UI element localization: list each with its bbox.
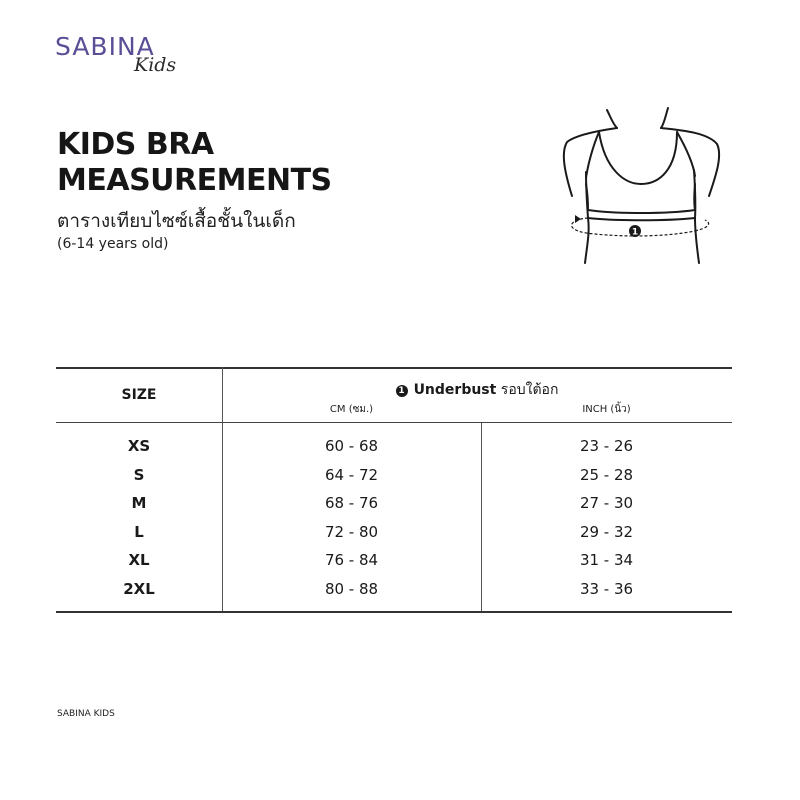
footer-brand: SABINA KIDS: [57, 709, 115, 719]
title-line-2: MEASUREMENTS: [57, 163, 332, 198]
table-row-inch: 25 - 28: [579, 466, 634, 484]
subtitle-thai: ตารางเทียบไซซ์เสื้อชั้นในเด็ก: [57, 210, 296, 232]
table-row-cm: 60 - 68: [324, 437, 379, 455]
table-row-inch: 29 - 32: [579, 523, 634, 541]
table-row-size: L: [134, 523, 144, 541]
brand-logo: [55, 32, 195, 82]
table-row-size: XL: [128, 551, 150, 569]
table-header-rule: [56, 422, 732, 423]
table-row-cm: 80 - 88: [324, 580, 379, 598]
table-row-cm: 76 - 84: [324, 551, 379, 569]
size-column-header: SIZE: [121, 387, 157, 403]
table-top-rule: [56, 367, 732, 369]
underbust-number-badge: 1: [396, 385, 408, 397]
cm-unit-header: CM (ซม.): [329, 404, 374, 415]
size-table: [56, 367, 732, 613]
table-row-cm: 68 - 76: [324, 494, 379, 512]
table-row-cm: 72 - 80: [324, 523, 379, 541]
table-row-inch: 23 - 26: [579, 437, 634, 455]
measure-marker-number: 1: [631, 227, 639, 238]
inch-unit-header: INCH (นิ้ว): [582, 404, 631, 415]
underbust-label-thai: รอบใต้อก: [500, 382, 559, 398]
table-row-size: 2XL: [123, 580, 155, 598]
table-row-inch: 33 - 36: [579, 580, 634, 598]
underbust-label: Underbust: [413, 382, 497, 398]
subtitle-age-range: (6-14 years old): [57, 236, 169, 252]
table-row-size: S: [133, 466, 145, 484]
table-row-size: M: [131, 494, 147, 512]
brand-name: SABINA: [55, 32, 155, 61]
brand-sub: Kids: [134, 54, 177, 76]
table-row-inch: 31 - 34: [579, 551, 634, 569]
page-title: [57, 127, 332, 199]
table-row-inch: 27 - 30: [579, 494, 634, 512]
table-row-size: XS: [127, 437, 151, 455]
underbust-header: [222, 379, 732, 401]
bra-fit-illustration: [555, 100, 730, 270]
title-line-1: KIDS BRA: [57, 127, 214, 162]
table-row-cm: 64 - 72: [324, 466, 379, 484]
table-bottom-rule: [56, 611, 732, 613]
